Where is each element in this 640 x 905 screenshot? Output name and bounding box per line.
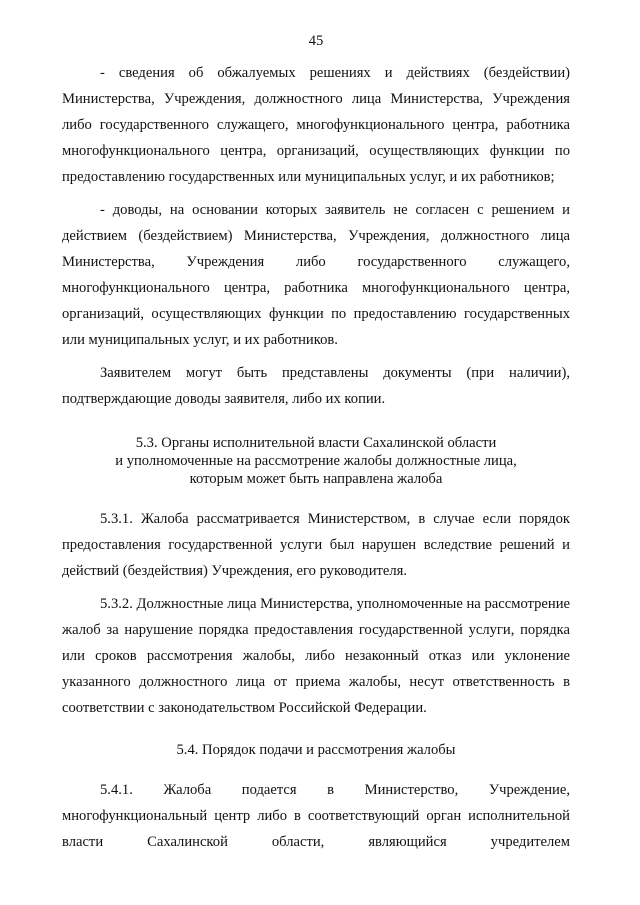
paragraph-5-4-1: 5.4.1. Жалоба подается в Министерство, Учреждение, многофункциональный центр либо в соответствующий орган исполнительной власти Сахалинской области, являющийся учредителем — [62, 782, 570, 850]
section-heading-5-3 — [62, 434, 570, 488]
heading-line: которым может быть направлена жалоба — [189, 471, 443, 487]
document-body — [62, 60, 570, 855]
paragraph-applicant-arguments: - доводы, на основании которых заявитель не согласен с решением и действием (бездействием) Министерства, Учреждения, должностного лица Министерства, Учреждения либо государственного служащего, многофункционального центра, работника многофункционального центра, организаций, осуществляющих функции по предоставлению государственных или муниципальных услуг, и их работников. — [62, 202, 570, 348]
page-number: 45 — [308, 33, 324, 49]
paragraph-5-3-2: 5.3.2. Должностные лица Министерства, уполномоченные на рассмотрение жалоб за нарушение порядка предоставления государственной услуги, порядка или сроков рассмотрения жалобы, либо незаконный отказ или уклонение указанного должностного лица от приема жалобы, несут ответственность в соответствии с законодательством Российской Федерации. — [62, 596, 570, 716]
paragraph-5-3-1: 5.3.1. Жалоба рассматривается Министерством, в случае если порядок предоставления государственной услуги был нарушен вследствие решений и действий (бездействия) Учреждения, его руководителя. — [62, 511, 570, 579]
heading-line: и уполномоченные на рассмотрение жалобы должностные лица, — [115, 453, 517, 469]
section-heading-5-4: 5.4. Порядок подачи и рассмотрения жалобы — [176, 742, 456, 758]
paragraph-documents: Заявителем могут быть представлены документы (при наличии), подтверждающие доводы заявителя, либо их копии. — [62, 365, 570, 407]
heading-line: 5.3. Органы исполнительной власти Сахалинской области — [135, 435, 497, 451]
paragraph-complaint-info: - сведения об обжалуемых решениях и действиях (бездействии) Министерства, Учреждения, должностного лица Министерства, Учреждения либо государственного служащего, многофункционального центра, работника многофункционального центра, организаций, осуществляющих функции по предоставлению государственных или муниципальных услуг, и их работников; — [62, 65, 570, 185]
